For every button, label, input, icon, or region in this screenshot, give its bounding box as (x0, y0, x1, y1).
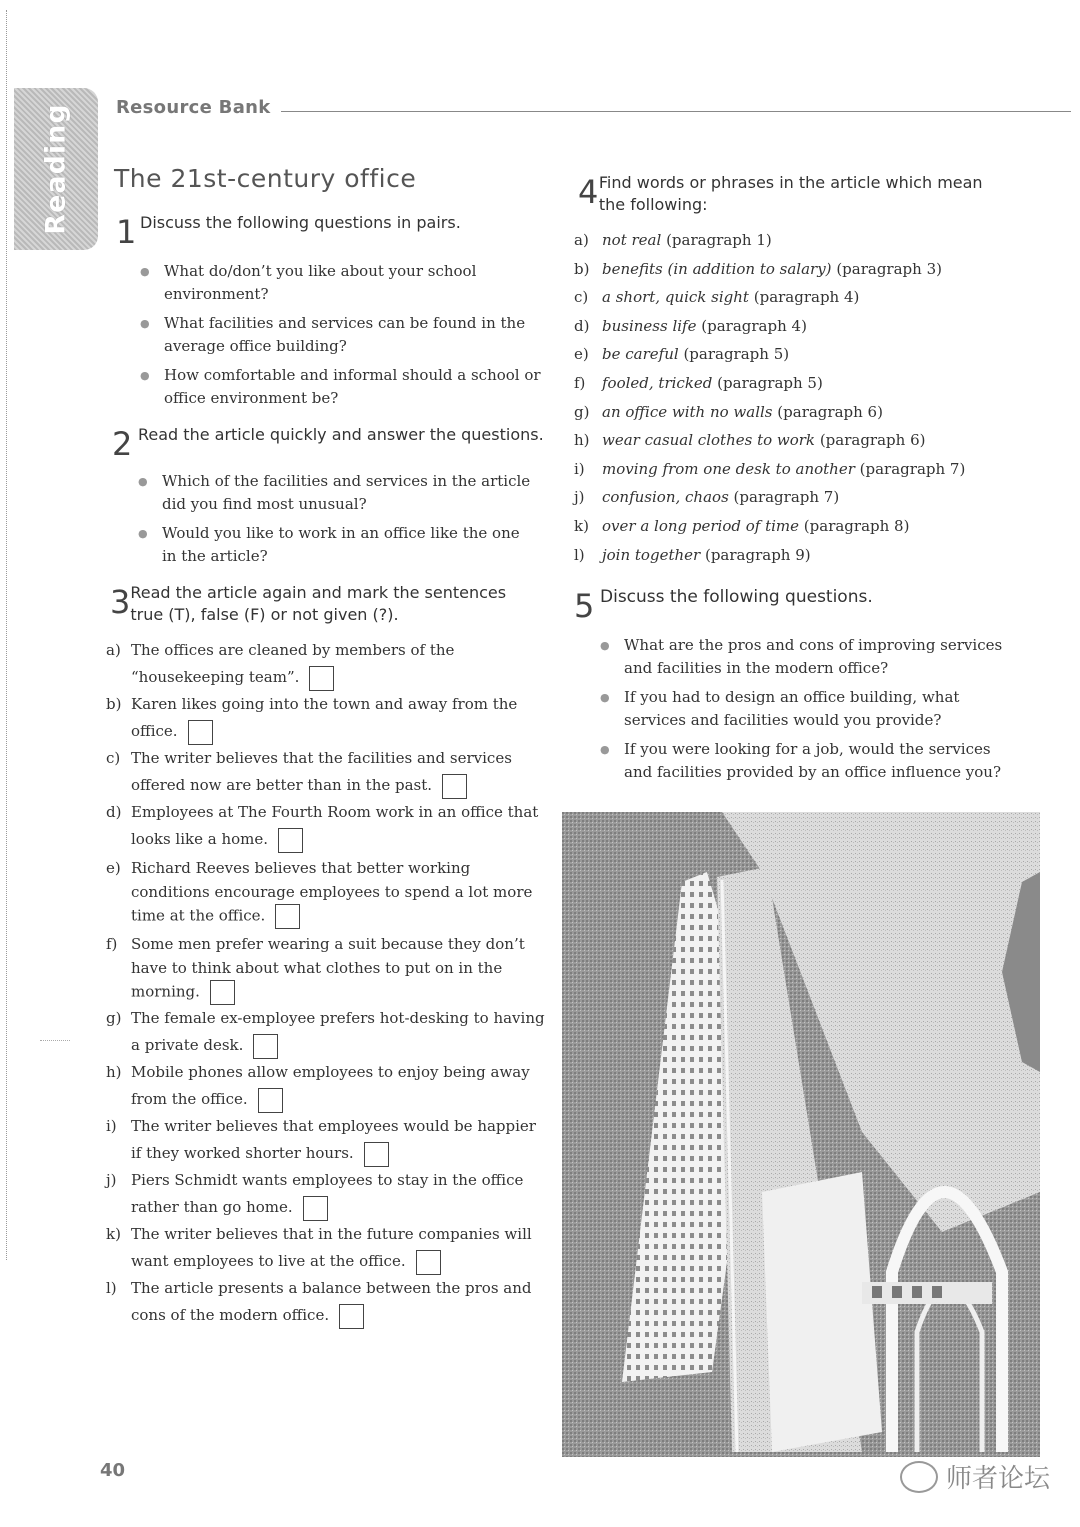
page-number: 40 (100, 1460, 126, 1481)
true-false-item: l) The article presents a balance between the pros and cons of the modern office. (106, 1275, 546, 1329)
section-number: 4 (578, 173, 599, 211)
answer-box[interactable] (303, 1196, 328, 1221)
vocabulary-item: f) fooled, tricked (paragraph 5) (574, 373, 823, 392)
scan-dotted-mark (40, 1040, 70, 1041)
true-false-item: g) The female ex-employee prefers hot-desking to having a private desk. (106, 1005, 546, 1059)
bullet-icon: ● (600, 743, 610, 756)
vocabulary-item: e) be careful (paragraph 5) (574, 345, 790, 364)
discussion-question: ● Which of the facilities and services in the article did you find most unusual? (138, 472, 531, 513)
section-2-heading (112, 424, 562, 463)
section-number: 2 (112, 425, 133, 463)
wechat-icon (900, 1461, 938, 1493)
section-3-heading (110, 582, 530, 626)
section-instruction: Read the article again and mark the sentences true (T), false (F) or not given (?). (130, 583, 507, 624)
section-instruction: Read the article quickly and answer the questions. (138, 425, 544, 444)
true-false-item: j) Piers Schmidt wants employees to stay in the office rather than go home. (106, 1167, 546, 1221)
true-false-item: f) Some men prefer wearing a suit because they don’t have to think about what clothes to put on in the morning. (106, 933, 546, 1005)
section-4-heading (578, 172, 998, 216)
answer-box[interactable] (416, 1250, 441, 1275)
answer-box[interactable] (253, 1034, 278, 1059)
answer-box[interactable] (278, 828, 303, 853)
section-instruction: Discuss the following questions. (600, 587, 873, 607)
skyscraper-image (562, 812, 1040, 1457)
answer-box[interactable] (442, 774, 467, 799)
scan-edge-line (6, 10, 7, 1260)
bullet-icon: ● (140, 369, 150, 382)
true-false-item: i) The writer believes that employees would be happier if they worked shorter hours. (106, 1113, 546, 1167)
bullet-icon: ● (140, 317, 150, 330)
true-false-item: a) The offices are cleaned by members of the “housekeeping team”. (106, 637, 546, 691)
vocabulary-item: j) confusion, chaos (paragraph 7) (574, 488, 840, 507)
bullet-icon: ● (138, 475, 148, 488)
vocabulary-item: l) join together (paragraph 9) (574, 545, 811, 564)
vocabulary-item: c) a short, quick sight (paragraph 4) (574, 288, 860, 307)
header-label: Resource Bank (116, 97, 271, 118)
section-tab (14, 88, 98, 250)
section-instruction: Discuss the following questions in pairs. (140, 213, 461, 232)
true-false-item: h) Mobile phones allow employees to enjoy being away from the office. (106, 1059, 546, 1113)
bullet-icon: ● (140, 265, 150, 278)
section-5-questions (598, 634, 1018, 790)
discussion-question: ● If you were looking for a job, would the services and facilities provided by an office influence you? (600, 740, 1002, 781)
discussion-question: ● How comfortable and informal should a school or office environment be? (140, 366, 541, 407)
answer-box[interactable] (258, 1088, 283, 1113)
page-title: The 21st-century office (114, 164, 417, 193)
section-tab-label: Reading (40, 103, 72, 235)
vocabulary-item: h) wear casual clothes to work (paragraph 6) (574, 431, 926, 450)
page-header (116, 90, 1071, 118)
true-false-list (106, 637, 546, 1329)
discussion-question: ● Would you like to work in an office like the one in the article? (138, 524, 520, 565)
section-2-questions (136, 470, 536, 574)
section-number: 5 (574, 587, 595, 625)
header-rule (281, 111, 1071, 112)
vocabulary-item: a) not real (paragraph 1) (574, 231, 772, 249)
bullet-icon: ● (600, 691, 610, 704)
section-instruction: Find words or phrases in the article which mean the following: (598, 173, 983, 214)
true-false-item: b) Karen likes going into the town and away from the office. (106, 691, 546, 745)
true-false-item: d) Employees at The Fourth Room work in an office that looks like a home. (106, 799, 546, 853)
section-1-questions (138, 260, 556, 416)
bullet-icon: ● (600, 639, 610, 652)
discussion-question: ● What do/don’t you like about your school environment? (140, 262, 477, 303)
watermark (900, 1458, 1050, 1495)
answer-box[interactable] (188, 720, 213, 745)
answer-box[interactable] (275, 904, 300, 929)
vocabulary-item: k) over a long period of time (paragraph 8) (574, 516, 910, 535)
answer-box[interactable] (210, 980, 235, 1005)
true-false-item: k) The writer believes that in the future companies will want employees to live at the office. (106, 1221, 546, 1275)
vocabulary-item: g) an office with no walls (paragraph 6) (574, 402, 883, 421)
answer-box[interactable] (339, 1304, 364, 1329)
vocabulary-item: b) benefits (in addition to salary) (paragraph 3) (574, 259, 942, 278)
bullet-icon: ● (138, 527, 148, 540)
discussion-question: ● What are the pros and cons of improving services and facilities in the modern office? (600, 636, 1003, 677)
section-5-heading (574, 586, 1014, 625)
section-1-heading (116, 212, 556, 251)
discussion-question: ● If you had to design an office building, what services and facilities would you provide? (600, 688, 960, 729)
section-number: 3 (110, 583, 131, 621)
true-false-item: e) Richard Reeves believes that better working conditions encourage employees to spend a lot more time at the office. (106, 857, 546, 929)
vocabulary-list (574, 226, 1014, 569)
watermark-text: 师者论坛 (946, 1464, 1051, 1494)
vocabulary-item: d) business life (paragraph 4) (574, 316, 807, 335)
skyscraper-photo (562, 812, 1040, 1457)
answer-box[interactable] (364, 1142, 389, 1167)
discussion-question: ● What facilities and services can be found in the average office building? (140, 314, 526, 355)
answer-box[interactable] (309, 666, 334, 691)
section-number: 1 (116, 213, 137, 251)
vocabulary-item: i) moving from one desk to another (paragraph 7) (574, 459, 966, 478)
true-false-item: c) The writer believes that the facilities and services offered now are better than in the past. (106, 745, 546, 799)
